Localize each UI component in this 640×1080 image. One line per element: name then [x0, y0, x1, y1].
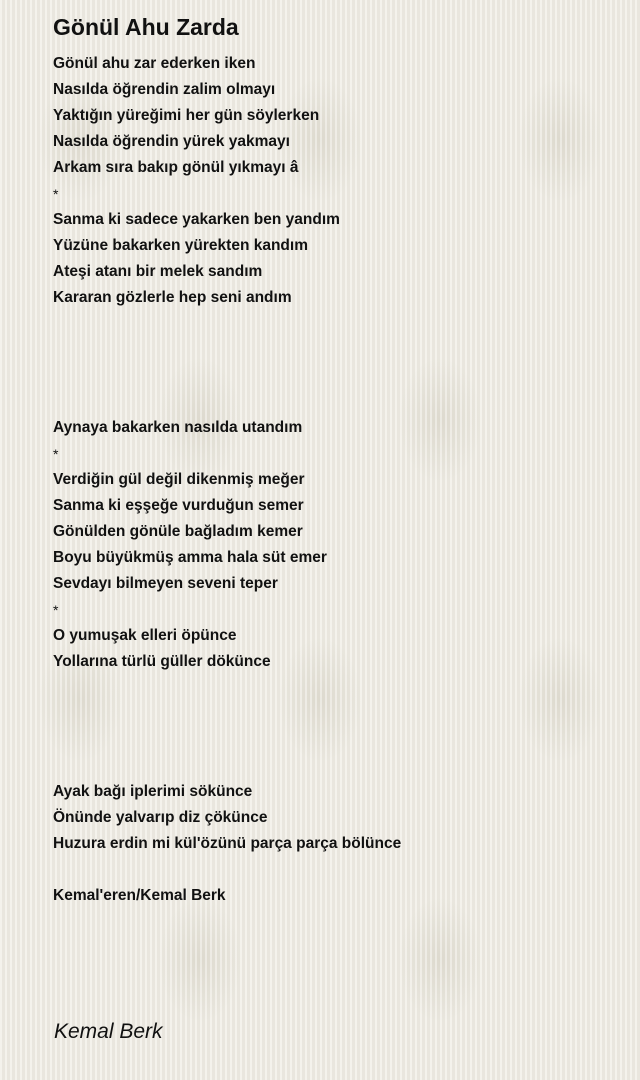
poem-line: Arkam sıra bakıp gönül yıkmayı â [53, 159, 299, 176]
blank-line [53, 857, 623, 883]
poem-line: Önünde yalvarıp diz çökünce [53, 809, 268, 826]
stanza-separator: * [53, 446, 59, 462]
poem-line: Kemal'eren/Kemal Berk [53, 887, 226, 904]
poem-line: Ateşi atanı bir melek sandım [53, 263, 263, 280]
poem-line: Nasılda öğrendin yürek yakmayı [53, 133, 290, 150]
poem-line: Huzura erdin mi kül'özünü parça parça bölünce [53, 835, 402, 852]
poem-line: Sanma ki eşşeğe vurduğun semer [53, 497, 304, 514]
author-signature: Kemal Berk [54, 1020, 163, 1043]
poem-line: Ayak bağı iplerimi sökünce [53, 783, 253, 800]
poem-line: Kararan gözlerle hep seni andım [53, 289, 292, 306]
blank-line [53, 363, 623, 389]
poem-line: Gönülden gönüle bağladım kemer [53, 523, 303, 540]
blank-line [53, 311, 623, 337]
stanza-separator: * [53, 186, 59, 202]
poem-line: Sanma ki sadece yakarken ben yandım [53, 211, 340, 228]
poem-line: Boyu büyükmüş amma hala süt emer [53, 549, 327, 566]
poem-title: Gönül Ahu Zarda [53, 14, 239, 40]
blank-line [53, 753, 623, 779]
poem-body [53, 51, 623, 909]
stanza-separator: * [53, 602, 59, 618]
blank-line [53, 701, 623, 727]
poem-line: O yumuşak elleri öpünce [53, 627, 237, 644]
blank-line [53, 727, 623, 753]
poem-line: Yollarına türlü güller dökünce [53, 653, 271, 670]
poem-line: Aynaya bakarken nasılda utandım [53, 419, 303, 436]
poem-line: Yaktığın yüreğimi her gün söylerken [53, 107, 320, 124]
poem-line: Gönül ahu zar ederken iken [53, 55, 256, 72]
blank-line [53, 389, 623, 415]
poem-line: Sevdayı bilmeyen seveni teper [53, 575, 278, 592]
poem-line: Verdiğin gül değil dikenmiş meğer [53, 471, 305, 488]
blank-line [53, 337, 623, 363]
poem-line: Nasılda öğrendin zalim olmayı [53, 81, 276, 98]
blank-line [53, 675, 623, 701]
poem-line: Yüzüne bakarken yürekten kandım [53, 237, 308, 254]
